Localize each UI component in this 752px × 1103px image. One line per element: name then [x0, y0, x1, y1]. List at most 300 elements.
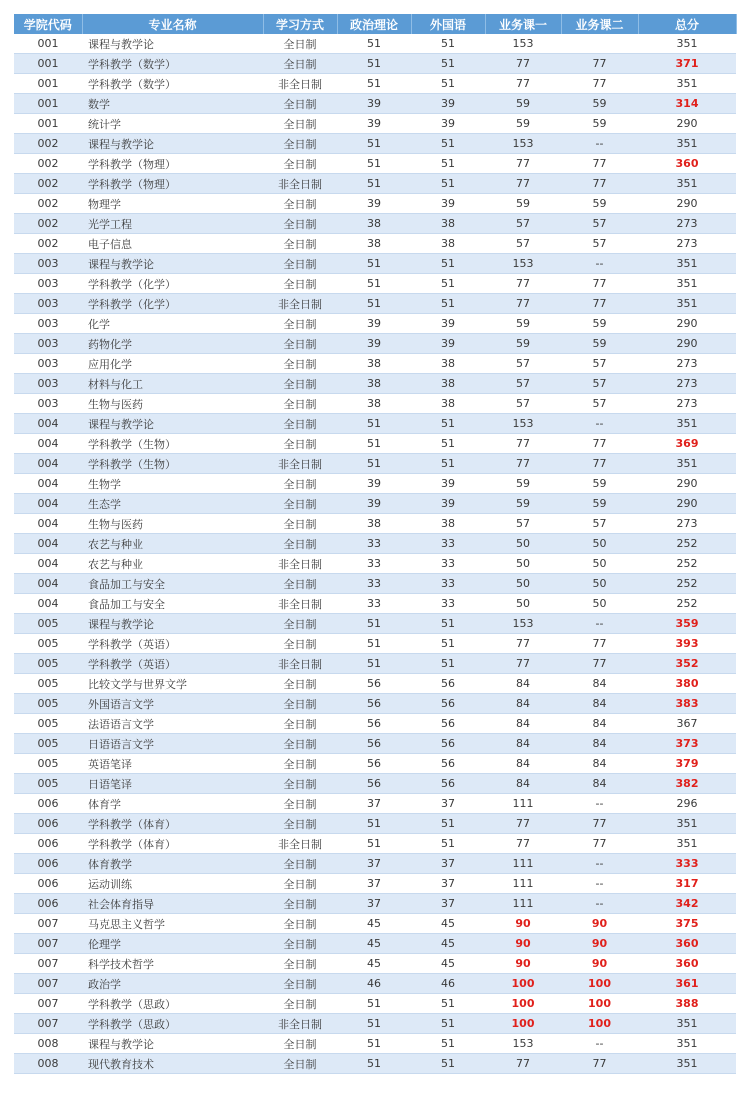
study-mode-cell: 非全日制 [263, 594, 337, 614]
subject-one-cell: 77 [485, 814, 561, 834]
major-name-cell: 比较文学与世界文学 [82, 674, 263, 694]
college-code-cell: 005 [14, 634, 82, 654]
foreign-language-cell: 56 [411, 754, 485, 774]
foreign-language-cell: 51 [411, 174, 485, 194]
study-mode-cell: 非全日制 [263, 294, 337, 314]
college-code-cell: 004 [14, 554, 82, 574]
table-row [14, 634, 736, 654]
college-code-cell: 004 [14, 494, 82, 514]
major-name-cell: 学科教学（生物） [82, 434, 263, 454]
college-code-cell: 006 [14, 874, 82, 894]
major-name-cell: 体育学 [82, 794, 263, 814]
total-cell: 290 [638, 474, 736, 494]
table-row [14, 714, 736, 734]
politics-cell: 51 [337, 294, 411, 314]
college-code-cell: 003 [14, 274, 82, 294]
header-row [14, 14, 736, 34]
politics-cell: 51 [337, 434, 411, 454]
foreign-language-cell: 51 [411, 814, 485, 834]
total-cell: 351 [638, 74, 736, 94]
politics-cell: 51 [337, 274, 411, 294]
foreign-language-cell: 39 [411, 314, 485, 334]
foreign-language-cell: 39 [411, 94, 485, 114]
study-mode-cell: 全日制 [263, 994, 337, 1014]
header-subject-one: 业务课一 [485, 14, 561, 34]
subject-one-cell: 77 [485, 434, 561, 454]
foreign-language-cell: 56 [411, 734, 485, 754]
foreign-language-cell: 38 [411, 234, 485, 254]
subject-two-cell: 84 [561, 674, 638, 694]
foreign-language-cell: 37 [411, 854, 485, 874]
study-mode-cell: 全日制 [263, 274, 337, 294]
major-name-cell: 学科教学（数学） [82, 74, 263, 94]
total-cell: 351 [638, 1014, 736, 1034]
table-row [14, 674, 736, 694]
table-row [14, 594, 736, 614]
table-row [14, 894, 736, 914]
subject-one-cell: 77 [485, 274, 561, 294]
study-mode-cell: 全日制 [263, 574, 337, 594]
study-mode-cell: 全日制 [263, 914, 337, 934]
major-name-cell: 农艺与种业 [82, 534, 263, 554]
subject-two-cell [561, 34, 638, 54]
subject-two-cell: 84 [561, 714, 638, 734]
subject-one-cell: 59 [485, 314, 561, 334]
foreign-language-cell: 38 [411, 214, 485, 234]
college-code-cell: 001 [14, 114, 82, 134]
subject-two-cell: 90 [561, 914, 638, 934]
foreign-language-cell: 51 [411, 414, 485, 434]
header-college-code: 学院代码 [14, 14, 82, 34]
total-cell: 351 [638, 174, 736, 194]
subject-two-cell: -- [561, 134, 638, 154]
study-mode-cell: 全日制 [263, 1034, 337, 1054]
major-name-cell: 光学工程 [82, 214, 263, 234]
subject-two-cell: 77 [561, 434, 638, 454]
study-mode-cell: 全日制 [263, 694, 337, 714]
total-cell: 252 [638, 574, 736, 594]
college-code-cell: 004 [14, 454, 82, 474]
total-cell: 273 [638, 354, 736, 374]
study-mode-cell: 全日制 [263, 874, 337, 894]
subject-one-cell: 111 [485, 894, 561, 914]
politics-cell: 56 [337, 774, 411, 794]
foreign-language-cell: 51 [411, 54, 485, 74]
politics-cell: 38 [337, 394, 411, 414]
subject-one-cell: 59 [485, 494, 561, 514]
subject-two-cell: 77 [561, 274, 638, 294]
politics-cell: 51 [337, 654, 411, 674]
total-cell: 371 [638, 54, 736, 74]
subject-two-cell: 57 [561, 214, 638, 234]
subject-two-cell: -- [561, 794, 638, 814]
table-row [14, 694, 736, 714]
total-cell: 393 [638, 634, 736, 654]
major-name-cell: 学科教学（英语） [82, 634, 263, 654]
subject-one-cell: 77 [485, 454, 561, 474]
admission-score-table [14, 14, 737, 1074]
subject-two-cell: 59 [561, 314, 638, 334]
subject-two-cell: 100 [561, 994, 638, 1014]
subject-two-cell: -- [561, 854, 638, 874]
subject-one-cell: 59 [485, 334, 561, 354]
total-cell: 351 [638, 294, 736, 314]
total-cell: 388 [638, 994, 736, 1014]
subject-one-cell: 153 [485, 414, 561, 434]
subject-one-cell: 50 [485, 594, 561, 614]
subject-two-cell: 77 [561, 54, 638, 74]
politics-cell: 39 [337, 94, 411, 114]
total-cell: 290 [638, 194, 736, 214]
subject-one-cell: 59 [485, 114, 561, 134]
study-mode-cell: 全日制 [263, 494, 337, 514]
subject-two-cell: -- [561, 894, 638, 914]
politics-cell: 51 [337, 1054, 411, 1074]
politics-cell: 37 [337, 894, 411, 914]
major-name-cell: 学科教学（物理） [82, 174, 263, 194]
table-row [14, 434, 736, 454]
total-cell: 342 [638, 894, 736, 914]
subject-two-cell: 59 [561, 194, 638, 214]
politics-cell: 51 [337, 174, 411, 194]
major-name-cell: 日语笔译 [82, 774, 263, 794]
politics-cell: 45 [337, 914, 411, 934]
subject-one-cell: 153 [485, 1034, 561, 1054]
major-name-cell: 食品加工与安全 [82, 574, 263, 594]
study-mode-cell: 非全日制 [263, 834, 337, 854]
total-cell: 361 [638, 974, 736, 994]
major-name-cell: 课程与教学论 [82, 134, 263, 154]
study-mode-cell: 全日制 [263, 674, 337, 694]
table-row [14, 954, 736, 974]
foreign-language-cell: 51 [411, 254, 485, 274]
subject-two-cell: 77 [561, 814, 638, 834]
study-mode-cell: 全日制 [263, 154, 337, 174]
politics-cell: 39 [337, 314, 411, 334]
college-code-cell: 004 [14, 594, 82, 614]
foreign-language-cell: 56 [411, 714, 485, 734]
major-name-cell: 学科教学（体育） [82, 814, 263, 834]
politics-cell: 39 [337, 194, 411, 214]
major-name-cell: 药物化学 [82, 334, 263, 354]
total-cell: 367 [638, 714, 736, 734]
study-mode-cell: 全日制 [263, 94, 337, 114]
major-name-cell: 学科教学（数学） [82, 54, 263, 74]
subject-one-cell: 111 [485, 874, 561, 894]
politics-cell: 39 [337, 474, 411, 494]
college-code-cell: 004 [14, 514, 82, 534]
politics-cell: 45 [337, 954, 411, 974]
politics-cell: 38 [337, 514, 411, 534]
politics-cell: 51 [337, 34, 411, 54]
study-mode-cell: 非全日制 [263, 554, 337, 574]
politics-cell: 37 [337, 854, 411, 874]
foreign-language-cell: 45 [411, 954, 485, 974]
study-mode-cell: 全日制 [263, 474, 337, 494]
subject-one-cell: 50 [485, 554, 561, 574]
college-code-cell: 007 [14, 954, 82, 974]
subject-one-cell: 57 [485, 394, 561, 414]
total-cell: 352 [638, 654, 736, 674]
total-cell: 273 [638, 514, 736, 534]
foreign-language-cell: 45 [411, 934, 485, 954]
table-row [14, 514, 736, 534]
major-name-cell: 外国语言文学 [82, 694, 263, 714]
college-code-cell: 004 [14, 414, 82, 434]
table-row [14, 494, 736, 514]
subject-one-cell: 77 [485, 834, 561, 854]
foreign-language-cell: 37 [411, 874, 485, 894]
study-mode-cell: 非全日制 [263, 454, 337, 474]
subject-one-cell: 57 [485, 234, 561, 254]
total-cell: 252 [638, 554, 736, 574]
major-name-cell: 数学 [82, 94, 263, 114]
table-row [14, 574, 736, 594]
table-row [14, 754, 736, 774]
subject-one-cell: 59 [485, 94, 561, 114]
subject-one-cell: 100 [485, 974, 561, 994]
subject-two-cell: 77 [561, 634, 638, 654]
total-cell: 380 [638, 674, 736, 694]
foreign-language-cell: 51 [411, 74, 485, 94]
total-cell: 375 [638, 914, 736, 934]
table-row [14, 654, 736, 674]
subject-one-cell: 59 [485, 474, 561, 494]
header-study-mode: 学习方式 [263, 14, 337, 34]
subject-two-cell: -- [561, 1034, 638, 1054]
major-name-cell: 生态学 [82, 494, 263, 514]
subject-two-cell: 77 [561, 654, 638, 674]
subject-one-cell: 77 [485, 174, 561, 194]
politics-cell: 38 [337, 354, 411, 374]
subject-two-cell: 77 [561, 74, 638, 94]
subject-two-cell: 84 [561, 774, 638, 794]
table-row [14, 934, 736, 954]
college-code-cell: 003 [14, 334, 82, 354]
study-mode-cell: 全日制 [263, 34, 337, 54]
subject-two-cell: 77 [561, 294, 638, 314]
subject-two-cell: 57 [561, 514, 638, 534]
subject-one-cell: 77 [485, 154, 561, 174]
foreign-language-cell: 56 [411, 694, 485, 714]
study-mode-cell: 非全日制 [263, 174, 337, 194]
college-code-cell: 008 [14, 1034, 82, 1054]
college-code-cell: 005 [14, 654, 82, 674]
study-mode-cell: 全日制 [263, 934, 337, 954]
politics-cell: 56 [337, 734, 411, 754]
study-mode-cell: 全日制 [263, 194, 337, 214]
subject-two-cell: 57 [561, 374, 638, 394]
subject-one-cell: 84 [485, 674, 561, 694]
college-code-cell: 002 [14, 194, 82, 214]
study-mode-cell: 全日制 [263, 234, 337, 254]
college-code-cell: 003 [14, 394, 82, 414]
total-cell: 296 [638, 794, 736, 814]
table-row [14, 354, 736, 374]
major-name-cell: 学科教学（思政） [82, 1014, 263, 1034]
major-name-cell: 课程与教学论 [82, 614, 263, 634]
college-code-cell: 001 [14, 54, 82, 74]
college-code-cell: 003 [14, 254, 82, 274]
table-row [14, 134, 736, 154]
college-code-cell: 006 [14, 854, 82, 874]
foreign-language-cell: 51 [411, 274, 485, 294]
study-mode-cell: 全日制 [263, 134, 337, 154]
total-cell: 351 [638, 414, 736, 434]
foreign-language-cell: 46 [411, 974, 485, 994]
subject-one-cell: 77 [485, 654, 561, 674]
major-name-cell: 运动训练 [82, 874, 263, 894]
college-code-cell: 006 [14, 794, 82, 814]
subject-one-cell: 77 [485, 1054, 561, 1074]
foreign-language-cell: 51 [411, 454, 485, 474]
subject-one-cell: 84 [485, 734, 561, 754]
foreign-language-cell: 38 [411, 374, 485, 394]
total-cell: 252 [638, 594, 736, 614]
foreign-language-cell: 51 [411, 134, 485, 154]
table-row [14, 114, 736, 134]
table-row [14, 414, 736, 434]
table-row [14, 974, 736, 994]
subject-one-cell: 153 [485, 614, 561, 634]
total-cell: 273 [638, 234, 736, 254]
foreign-language-cell: 37 [411, 794, 485, 814]
subject-two-cell: 59 [561, 474, 638, 494]
subject-two-cell: 90 [561, 934, 638, 954]
college-code-cell: 003 [14, 354, 82, 374]
subject-two-cell: -- [561, 874, 638, 894]
study-mode-cell: 非全日制 [263, 654, 337, 674]
total-cell: 360 [638, 154, 736, 174]
subject-two-cell: -- [561, 614, 638, 634]
study-mode-cell: 全日制 [263, 974, 337, 994]
table-row [14, 814, 736, 834]
subject-one-cell: 153 [485, 134, 561, 154]
subject-one-cell: 111 [485, 854, 561, 874]
major-name-cell: 物理学 [82, 194, 263, 214]
major-name-cell: 学科教学（物理） [82, 154, 263, 174]
total-cell: 290 [638, 114, 736, 134]
foreign-language-cell: 51 [411, 1014, 485, 1034]
subject-two-cell: 84 [561, 734, 638, 754]
college-code-cell: 008 [14, 1054, 82, 1074]
foreign-language-cell: 39 [411, 334, 485, 354]
college-code-cell: 005 [14, 694, 82, 714]
total-cell: 382 [638, 774, 736, 794]
politics-cell: 51 [337, 254, 411, 274]
politics-cell: 39 [337, 494, 411, 514]
table-row [14, 1014, 736, 1034]
subject-one-cell: 90 [485, 914, 561, 934]
subject-one-cell: 77 [485, 54, 561, 74]
table-row [14, 774, 736, 794]
table-row [14, 454, 736, 474]
table-row [14, 794, 736, 814]
total-cell: 379 [638, 754, 736, 774]
subject-one-cell: 59 [485, 194, 561, 214]
table-row [14, 874, 736, 894]
study-mode-cell: 全日制 [263, 514, 337, 534]
politics-cell: 46 [337, 974, 411, 994]
politics-cell: 51 [337, 834, 411, 854]
table-row [14, 534, 736, 554]
major-name-cell: 社会体育指导 [82, 894, 263, 914]
table-row [14, 994, 736, 1014]
total-cell: 273 [638, 394, 736, 414]
study-mode-cell: 全日制 [263, 54, 337, 74]
politics-cell: 51 [337, 634, 411, 654]
politics-cell: 33 [337, 574, 411, 594]
college-code-cell: 002 [14, 134, 82, 154]
major-name-cell: 课程与教学论 [82, 254, 263, 274]
foreign-language-cell: 39 [411, 494, 485, 514]
subject-one-cell: 100 [485, 994, 561, 1014]
subject-two-cell: 59 [561, 94, 638, 114]
politics-cell: 51 [337, 1034, 411, 1054]
foreign-language-cell: 51 [411, 154, 485, 174]
college-code-cell: 005 [14, 714, 82, 734]
major-name-cell: 学科教学（英语） [82, 654, 263, 674]
subject-one-cell: 57 [485, 214, 561, 234]
major-name-cell: 食品加工与安全 [82, 594, 263, 614]
college-code-cell: 001 [14, 74, 82, 94]
politics-cell: 39 [337, 114, 411, 134]
table-row [14, 914, 736, 934]
study-mode-cell: 全日制 [263, 114, 337, 134]
college-code-cell: 004 [14, 434, 82, 454]
header-major-name: 专业名称 [82, 14, 263, 34]
college-code-cell: 007 [14, 974, 82, 994]
total-cell: 252 [638, 534, 736, 554]
foreign-language-cell: 56 [411, 674, 485, 694]
table-row [14, 74, 736, 94]
major-name-cell: 马克思主义哲学 [82, 914, 263, 934]
foreign-language-cell: 51 [411, 1054, 485, 1074]
total-cell: 351 [638, 1034, 736, 1054]
subject-two-cell: 77 [561, 454, 638, 474]
study-mode-cell: 全日制 [263, 354, 337, 374]
subject-two-cell: 100 [561, 1014, 638, 1034]
total-cell: 314 [638, 94, 736, 114]
college-code-cell: 002 [14, 174, 82, 194]
subject-one-cell: 84 [485, 754, 561, 774]
college-code-cell: 005 [14, 734, 82, 754]
major-name-cell: 课程与教学论 [82, 1034, 263, 1054]
subject-two-cell: 50 [561, 554, 638, 574]
total-cell: 369 [638, 434, 736, 454]
subject-two-cell: 84 [561, 754, 638, 774]
study-mode-cell: 全日制 [263, 394, 337, 414]
major-name-cell: 应用化学 [82, 354, 263, 374]
politics-cell: 37 [337, 874, 411, 894]
politics-cell: 51 [337, 814, 411, 834]
subject-one-cell: 57 [485, 514, 561, 534]
study-mode-cell: 全日制 [263, 854, 337, 874]
foreign-language-cell: 39 [411, 194, 485, 214]
major-name-cell: 科学技术哲学 [82, 954, 263, 974]
table-row [14, 474, 736, 494]
header-total: 总分 [638, 14, 736, 34]
study-mode-cell: 全日制 [263, 634, 337, 654]
politics-cell: 38 [337, 234, 411, 254]
total-cell: 383 [638, 694, 736, 714]
table-row [14, 174, 736, 194]
table-row [14, 294, 736, 314]
table-row [14, 194, 736, 214]
major-name-cell: 统计学 [82, 114, 263, 134]
college-code-cell: 004 [14, 474, 82, 494]
subject-one-cell: 84 [485, 694, 561, 714]
